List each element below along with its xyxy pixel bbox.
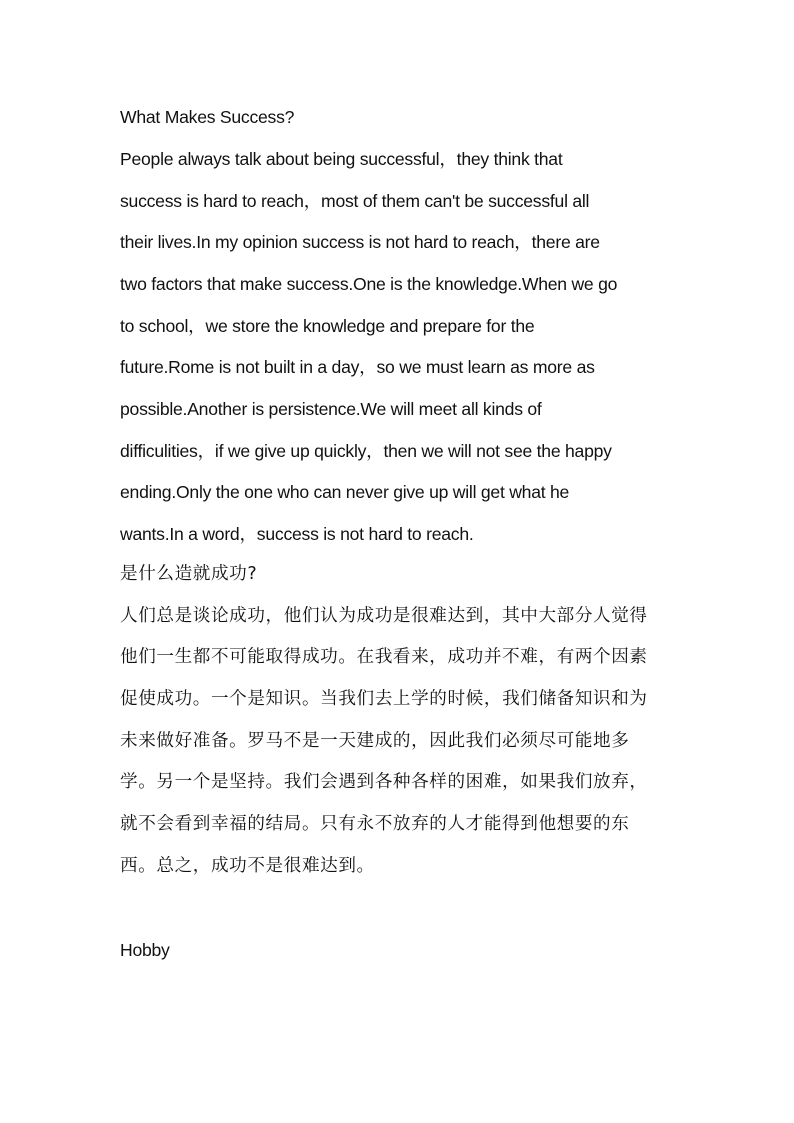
chinese-paragraph-line: 学。另一个是坚持。我们会遇到各种各样的困难，如果我们放弃，: [120, 772, 648, 792]
english-paragraph-line: ending.Only the one who can never give up will get what he: [120, 482, 570, 502]
english-paragraph-line: their lives.In my opinion success is not hard to reach，there are: [120, 232, 600, 252]
english-paragraph-line: possible.Another is persistence.We will meet all kinds of: [120, 399, 542, 419]
english-paragraph-line: two factors that make success.One is the knowledge.When we go: [120, 274, 618, 294]
english-paragraph-line: success is hard to reach，most of them can't be successful all: [120, 191, 590, 211]
english-title: What Makes Success?: [120, 107, 295, 127]
chinese-paragraph-line: 促使成功。一个是知识。当我们去上学的时候，我们储备知识和为: [120, 689, 648, 709]
chinese-title: 是什么造就成功?: [120, 564, 258, 584]
chinese-paragraph-line: 西。总之，成功不是很难达到。: [120, 856, 375, 876]
english-paragraph-line: difficulities，if we give up quickly，then we will not see the happy: [120, 441, 612, 461]
chinese-paragraph-line: 他们一生都不可能取得成功。在我看来，成功并不难，有两个因素: [120, 647, 648, 667]
english-paragraph-line: wants.In a word，success is not hard to reach.: [120, 524, 474, 544]
english-paragraph-line: to school，we store the knowledge and prepare for the: [120, 316, 535, 336]
next-section-heading: Hobby: [120, 940, 170, 960]
english-paragraph-line: People always talk about being successful，they think that: [120, 149, 563, 169]
chinese-paragraph-line: 人们总是谈论成功，他们认为成功是很难达到，其中大部分人觉得: [120, 606, 648, 626]
english-paragraph-line: future.Rome is not built in a day，so we must learn as more as: [120, 357, 595, 377]
chinese-paragraph-line: 就不会看到幸福的结局。只有永不放弃的人才能得到他想要的东: [120, 814, 630, 834]
chinese-paragraph-line: 未来做好准备。罗马不是一天建成的，因此我们必须尽可能地多: [120, 731, 630, 751]
